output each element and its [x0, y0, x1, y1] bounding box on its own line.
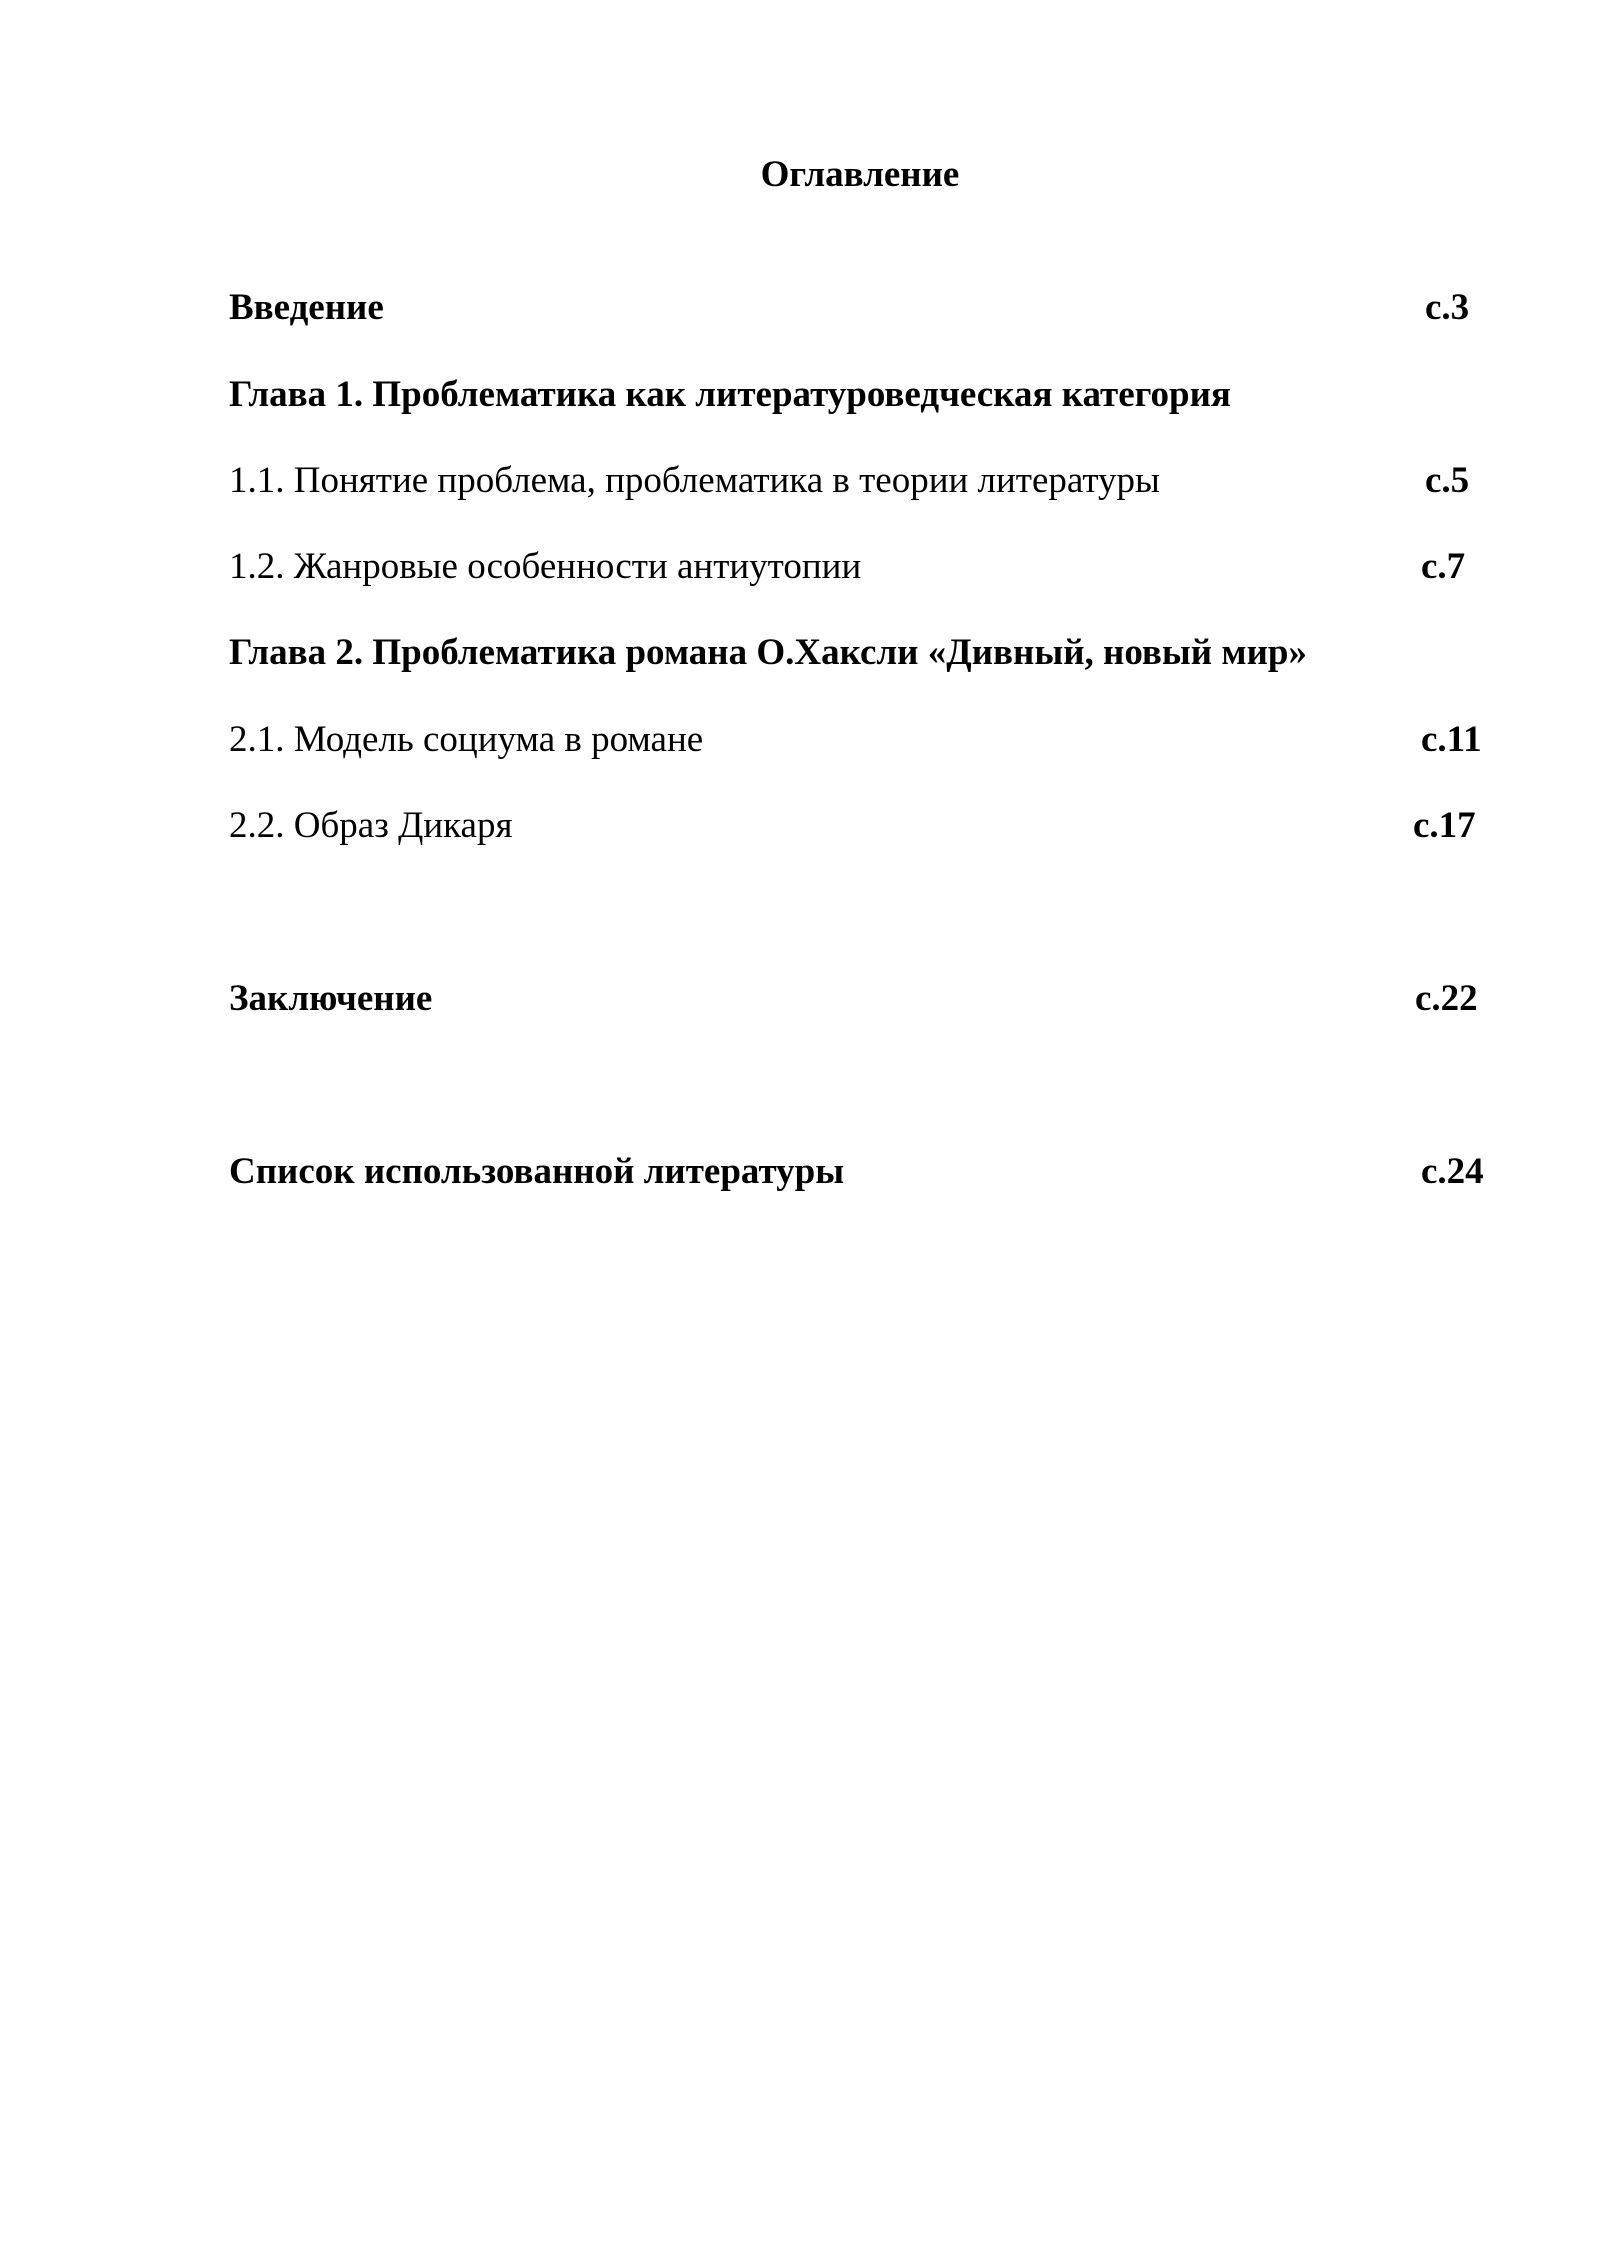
toc-entry-label: 1.1. Понятие проблема, проблематика в теории литературы — [229, 460, 1160, 501]
toc-entry-page: с.24 — [1421, 1151, 1484, 1192]
toc-entry-page: с.11 — [1421, 719, 1482, 760]
toc-entry-label: Список использованной литературы — [229, 1151, 845, 1192]
toc-entry-chapter-1[interactable] — [229, 370, 1489, 420]
toc-entry-page: с.17 — [1413, 805, 1476, 846]
toc-heading: Оглавление — [760, 154, 960, 195]
toc-entry-introduction[interactable] — [229, 283, 1489, 333]
toc-entry-label: 2.1. Модель социума в романе — [229, 719, 704, 760]
toc-entry-page: с.7 — [1421, 546, 1466, 587]
toc-entry-section-2-1[interactable] — [229, 715, 1489, 765]
toc-entry-section-1-2[interactable] — [229, 542, 1489, 592]
toc-entry-bibliography[interactable] — [229, 1147, 1489, 1197]
toc-entry-label: Введение — [229, 287, 384, 328]
toc-entry-page: с.5 — [1425, 460, 1470, 501]
toc-entry-label: Глава 1. Проблематика как литературоведческая категория — [229, 374, 1231, 415]
toc-entry-section-1-1[interactable] — [229, 456, 1489, 506]
toc-entry-chapter-2[interactable] — [229, 628, 1489, 678]
toc-entry-label: 1.2. Жанровые особенности антиутопии — [229, 546, 862, 587]
toc-entry-conclusion[interactable] — [229, 974, 1489, 1024]
toc-entry-label: Заключение — [229, 978, 433, 1019]
toc-heading-container — [0, 150, 1600, 200]
toc-entry-page: с.3 — [1425, 287, 1470, 328]
toc-entry-label: Глава 2. Проблематика романа О.Хаксли «Дивный, новый мир» — [229, 632, 1307, 673]
toc-entry-page: с.22 — [1415, 978, 1478, 1019]
toc-entry-label: 2.2. Образ Дикаря — [229, 805, 513, 846]
toc-entry-section-2-2[interactable] — [229, 801, 1489, 851]
